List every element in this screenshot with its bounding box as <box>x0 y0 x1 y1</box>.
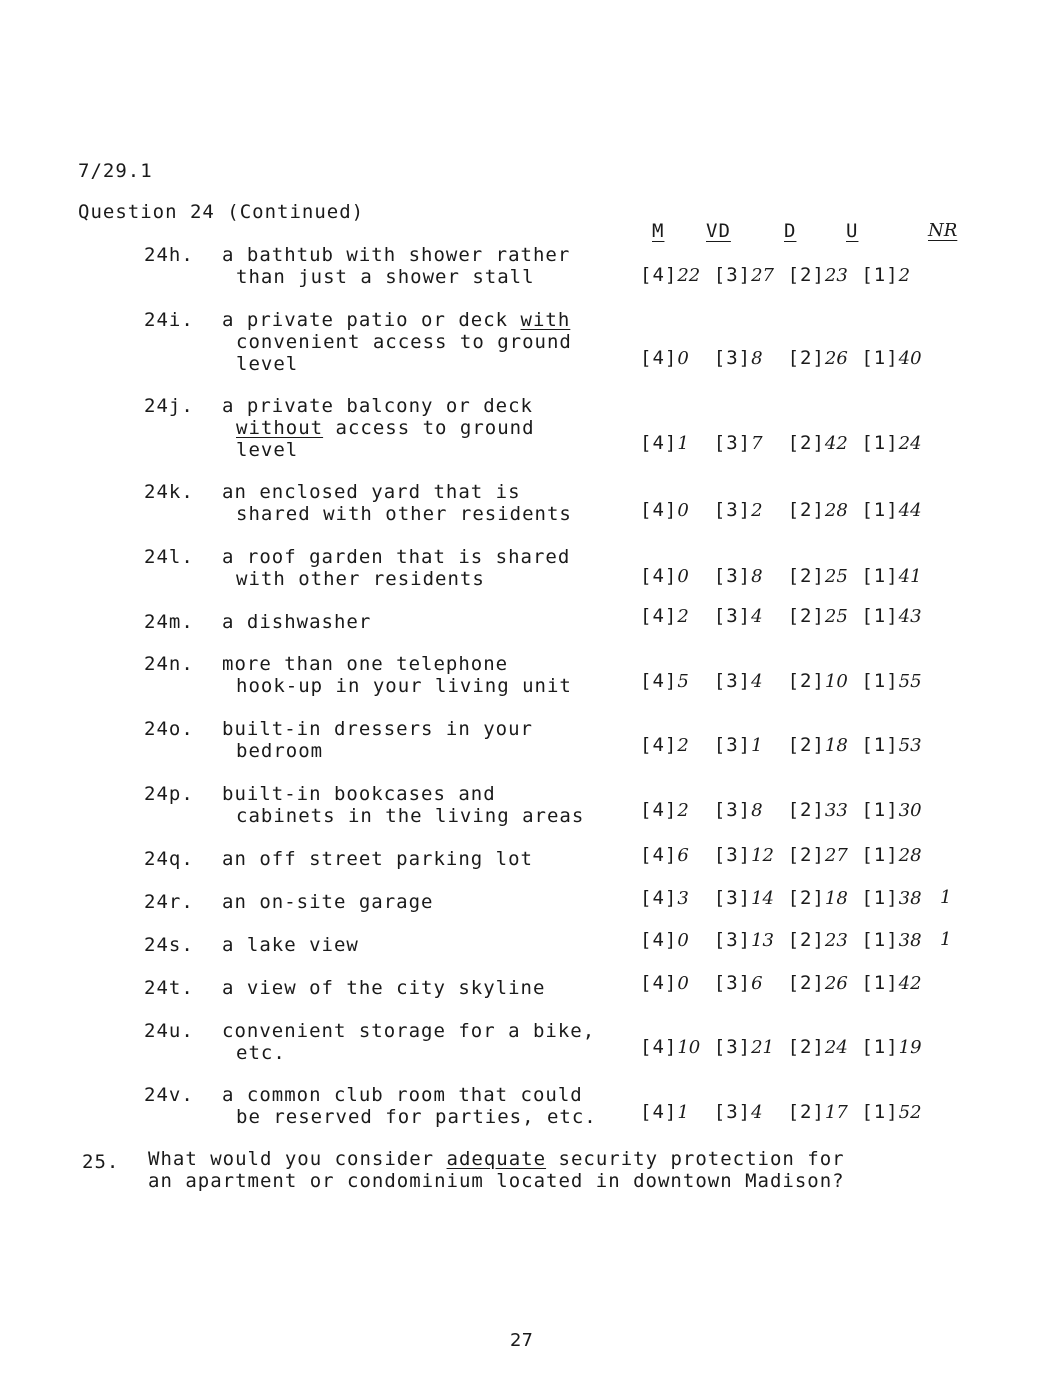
item-text <box>222 546 570 590</box>
item-line: built-in dressers in your <box>222 718 533 740</box>
responses <box>640 1036 923 1058</box>
section-title: Question 24 (Continued) <box>78 201 365 223</box>
code-u: [1] <box>861 499 899 521</box>
value-d: 18 <box>824 735 848 756</box>
value-m: 10 <box>677 1037 701 1058</box>
code-d: [2] <box>787 887 825 909</box>
item-line: be reserved for parties, etc. <box>236 1106 597 1128</box>
value-u: 55 <box>898 671 922 692</box>
code-vd: [3] <box>713 605 752 627</box>
responses <box>640 734 923 756</box>
code-vd: [3] <box>713 1036 752 1058</box>
item-line: cabinets in the living areas <box>236 805 585 827</box>
item-line: convenient access to ground <box>236 331 572 353</box>
code-m: [4] <box>640 347 678 369</box>
value-m: 2 <box>677 800 689 821</box>
value-m: 6 <box>677 845 689 866</box>
value-u: 2 <box>898 265 911 286</box>
code-vd: [3] <box>713 1101 752 1123</box>
item-line: with other residents <box>236 568 485 590</box>
item-line: a lake view <box>222 934 359 956</box>
question-line: an apartment or condominium located in downtown Madison? <box>148 1170 845 1192</box>
value-d: 23 <box>824 265 848 286</box>
value-d: 17 <box>824 1102 848 1123</box>
value-d: 27 <box>824 845 848 866</box>
responses <box>640 605 923 627</box>
value-vd: 8 <box>751 800 763 821</box>
item-number: 24j. <box>144 395 194 417</box>
value-d: 25 <box>824 606 848 627</box>
responses <box>640 972 923 994</box>
item-text <box>222 395 535 461</box>
item-number: 24q. <box>144 848 194 870</box>
value-d: 24 <box>824 1037 848 1058</box>
col-header-vd: VD <box>706 220 731 242</box>
value-vd: 2 <box>751 500 763 521</box>
item-text <box>222 848 533 870</box>
item-line: a roof garden that is shared <box>222 546 571 568</box>
value-d: 23 <box>824 930 848 951</box>
code-u: [1] <box>861 887 899 909</box>
responses <box>640 499 923 521</box>
item-number: 24s. <box>144 934 194 956</box>
value-vd: 8 <box>751 566 763 587</box>
value-d: 28 <box>824 500 848 521</box>
value-m: 22 <box>677 265 701 286</box>
value-vd: 13 <box>751 930 775 951</box>
code-u: [1] <box>861 264 899 286</box>
item-text <box>222 891 433 913</box>
item-number: 24n. <box>144 653 194 675</box>
value-u: 43 <box>898 606 922 627</box>
code-m: [4] <box>640 264 678 286</box>
code-u: [1] <box>861 1101 899 1123</box>
item-number: 24t. <box>144 977 194 999</box>
item-text <box>222 481 572 525</box>
page-ref: 7/29.1 <box>78 160 153 182</box>
value-nr: 1 <box>940 929 952 950</box>
value-u: 40 <box>898 348 922 369</box>
code-m: [4] <box>640 734 678 756</box>
responses <box>640 264 923 286</box>
code-m: [4] <box>640 605 678 627</box>
value-d: 10 <box>824 671 848 692</box>
value-vd: 12 <box>751 845 775 866</box>
item-text <box>222 653 572 697</box>
question-number: 25. <box>82 1151 120 1173</box>
value-m: 2 <box>677 606 689 627</box>
value-m: 0 <box>677 500 689 521</box>
item-number: 24h. <box>144 244 194 266</box>
question-line: What would you consider adequate security protection for <box>148 1148 845 1170</box>
item-number: 24v. <box>144 1084 194 1106</box>
code-vd: [3] <box>713 670 752 692</box>
code-d: [2] <box>787 499 825 521</box>
value-m: 1 <box>677 433 689 454</box>
value-m: 0 <box>677 930 689 951</box>
value-vd: 4 <box>751 671 763 692</box>
value-u: 53 <box>898 735 922 756</box>
code-d: [2] <box>787 605 825 627</box>
code-vd: [3] <box>713 887 752 909</box>
value-nr: 1 <box>940 887 952 908</box>
code-vd: [3] <box>713 972 752 994</box>
responses <box>640 887 923 909</box>
item-line: level <box>236 439 299 461</box>
value-m: 1 <box>677 1102 689 1123</box>
value-u: 28 <box>898 845 922 866</box>
code-m: [4] <box>640 499 678 521</box>
item-line: a private patio or deck with <box>222 309 571 331</box>
item-line: a view of the city skyline <box>222 977 546 999</box>
value-vd: 27 <box>751 265 775 286</box>
item-line: an enclosed yard that is <box>222 481 521 503</box>
code-m: [4] <box>640 972 678 994</box>
value-u: 52 <box>898 1102 922 1123</box>
value-m: 3 <box>677 888 689 909</box>
value-m: 5 <box>677 671 689 692</box>
value-m: 0 <box>677 973 689 994</box>
code-u: [1] <box>861 972 899 994</box>
item-text <box>222 977 545 999</box>
code-d: [2] <box>787 799 825 821</box>
item-text <box>222 934 359 956</box>
value-u: 41 <box>898 566 922 587</box>
value-vd: 4 <box>751 1102 763 1123</box>
code-m: [4] <box>640 929 678 951</box>
item-number: 24u. <box>144 1020 194 1042</box>
code-d: [2] <box>787 1101 825 1123</box>
code-u: [1] <box>861 844 899 866</box>
code-u: [1] <box>861 734 899 756</box>
item-line: an off street parking lot <box>222 848 533 870</box>
value-vd: 8 <box>751 348 763 369</box>
code-u: [1] <box>861 1036 899 1058</box>
value-vd: 14 <box>751 888 775 909</box>
code-vd: [3] <box>713 929 752 951</box>
code-m: [4] <box>640 1101 678 1123</box>
responses <box>640 565 923 587</box>
code-m: [4] <box>640 844 678 866</box>
value-d: 42 <box>824 433 848 454</box>
code-u: [1] <box>861 670 899 692</box>
responses <box>640 432 923 454</box>
code-vd: [3] <box>713 432 752 454</box>
code-m: [4] <box>640 1036 678 1058</box>
value-u: 42 <box>898 973 922 994</box>
code-d: [2] <box>787 565 825 587</box>
value-u: 38 <box>898 888 922 909</box>
value-vd: 1 <box>751 735 763 756</box>
value-d: 26 <box>824 348 848 369</box>
responses <box>640 1101 923 1123</box>
value-u: 44 <box>898 500 922 521</box>
value-vd: 6 <box>751 973 763 994</box>
value-vd: 21 <box>751 1037 775 1058</box>
value-u: 24 <box>898 433 922 454</box>
code-d: [2] <box>787 1036 825 1058</box>
code-u: [1] <box>861 432 899 454</box>
value-u: 38 <box>898 930 922 951</box>
item-line: a dishwasher <box>222 611 372 633</box>
code-vd: [3] <box>713 799 752 821</box>
code-d: [2] <box>787 844 825 866</box>
item-number: 24p. <box>144 783 194 805</box>
value-d: 33 <box>824 800 848 821</box>
col-header-m: M <box>652 220 665 242</box>
code-d: [2] <box>787 929 825 951</box>
code-vd: [3] <box>713 499 752 521</box>
code-vd: [3] <box>713 347 752 369</box>
value-u: 19 <box>898 1037 922 1058</box>
col-header-nr: NR <box>928 220 958 241</box>
code-vd: [3] <box>713 264 752 286</box>
item-line: a bathtub with shower rather <box>222 244 571 266</box>
code-m: [4] <box>640 432 678 454</box>
code-u: [1] <box>861 929 899 951</box>
code-u: [1] <box>861 605 899 627</box>
item-line: than just a shower stall <box>236 266 535 288</box>
responses <box>640 929 923 951</box>
value-vd: 7 <box>751 433 763 454</box>
code-vd: [3] <box>713 565 752 587</box>
responses <box>640 844 923 866</box>
item-number: 24o. <box>144 718 194 740</box>
value-u: 30 <box>898 800 922 821</box>
item-text <box>222 1020 595 1064</box>
question-text <box>148 1148 845 1192</box>
code-m: [4] <box>640 670 678 692</box>
code-d: [2] <box>787 670 825 692</box>
item-line: built-in bookcases and <box>222 783 496 805</box>
item-number: 24m. <box>144 611 194 633</box>
code-d: [2] <box>787 264 825 286</box>
item-number: 24r. <box>144 891 194 913</box>
value-d: 26 <box>824 973 848 994</box>
code-m: [4] <box>640 565 678 587</box>
code-vd: [3] <box>713 844 752 866</box>
code-m: [4] <box>640 887 678 909</box>
item-line: a common club room that could <box>222 1084 583 1106</box>
item-number: 24k. <box>144 481 194 503</box>
item-number: 24i. <box>144 309 194 331</box>
responses <box>640 670 923 692</box>
value-m: 0 <box>677 566 689 587</box>
value-m: 0 <box>677 348 689 369</box>
item-text <box>222 309 572 375</box>
code-u: [1] <box>861 565 899 587</box>
code-d: [2] <box>787 432 825 454</box>
item-line: bedroom <box>236 740 324 762</box>
item-text <box>222 1084 597 1128</box>
col-header-d: D <box>784 220 797 242</box>
col-header-u: U <box>846 220 859 242</box>
item-text <box>222 783 584 827</box>
responses <box>640 347 923 369</box>
code-d: [2] <box>787 972 825 994</box>
value-d: 18 <box>824 888 848 909</box>
item-number: 24l. <box>144 546 194 568</box>
item-line: shared with other residents <box>236 503 572 525</box>
page-number: 27 <box>510 1330 533 1351</box>
item-line: an on-site garage <box>222 891 434 913</box>
value-m: 2 <box>677 735 689 756</box>
code-d: [2] <box>787 734 825 756</box>
item-line: convenient storage for a bike, <box>222 1020 596 1042</box>
item-text <box>222 244 570 288</box>
item-line: level <box>236 353 299 375</box>
code-u: [1] <box>861 799 899 821</box>
value-vd: 4 <box>751 606 763 627</box>
item-line: a private balcony or deck <box>222 395 533 417</box>
item-text <box>222 718 533 762</box>
code-m: [4] <box>640 799 678 821</box>
responses <box>640 799 923 821</box>
item-line: without access to ground <box>236 417 535 439</box>
item-line: more than one telephone <box>222 653 509 675</box>
code-vd: [3] <box>713 734 752 756</box>
value-d: 25 <box>824 566 848 587</box>
item-line: hook-up in your living unit <box>236 675 572 697</box>
item-text <box>222 611 371 633</box>
item-line: etc. <box>236 1042 286 1064</box>
code-u: [1] <box>861 347 899 369</box>
code-d: [2] <box>787 347 825 369</box>
